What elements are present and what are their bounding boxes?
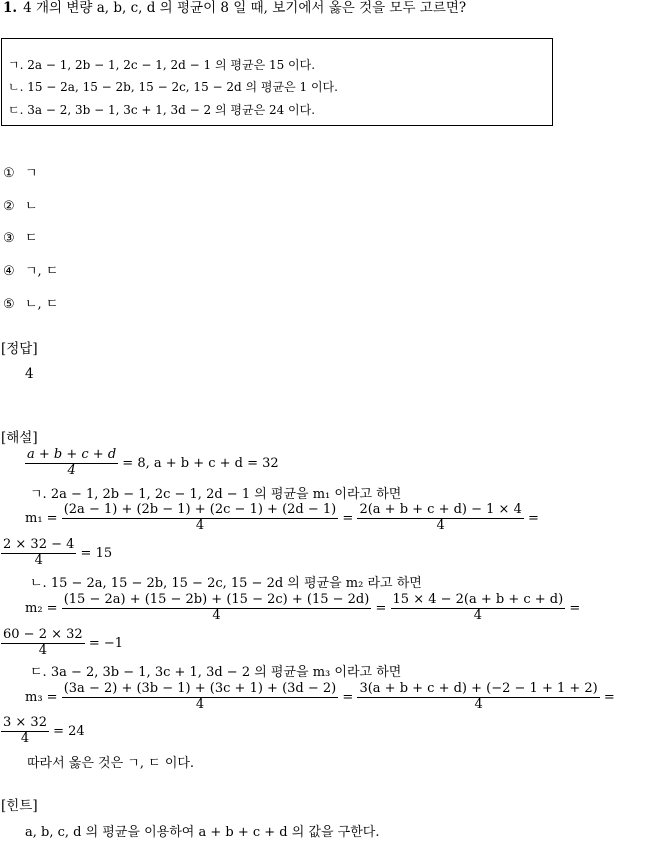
fraction: $\frac{(2a - 1) + (2b - 1) + (2c - 1) + (2d - 1)}{4}$ bbox=[63, 502, 337, 533]
fraction: $\frac{60 - 2 \times 32}{4}$ bbox=[3, 627, 83, 658]
fraction: $\frac{a + b + c + d}{4}$ bbox=[27, 447, 117, 478]
choice-5[interactable] bbox=[3, 298, 58, 311]
fraction: $\frac{2 \times 32 - 4}{4}$ bbox=[3, 537, 75, 568]
choice-number: ③ bbox=[3, 231, 15, 246]
fraction: $\frac{(3a - 2) + (3b - 1) + (3c + 1) + (3d - 2)}{4}$ bbox=[63, 681, 337, 712]
solution-d-result: $\frac{3 \times 32}{4}$ = 24 bbox=[3, 715, 85, 746]
solution-conclusion: 따라서 옳은 것은 ㄱ, ㄷ 이다. bbox=[27, 756, 195, 771]
choice-number: ① bbox=[3, 166, 15, 181]
choice-label: ㄴ bbox=[25, 199, 38, 214]
choice-label: ㄱ bbox=[25, 166, 38, 181]
answer-heading: [정답] bbox=[1, 341, 38, 357]
hint-text: a, b, c, d 의 평균을 이용하여 a + b + c + d 의 값을 구한다. bbox=[25, 825, 380, 840]
solution-heading: [해설] bbox=[1, 430, 38, 446]
fraction: $\frac{(15 - 2a) + (15 - 2b) + (15 - 2c) + (15 - 2d)}{4}$ bbox=[63, 592, 370, 623]
choice-number: ④ bbox=[3, 264, 15, 279]
solution-d-intro: ㄷ. 3a − 2, 3b − 1, 3c + 1, 3d − 2 의 평균을 m₃ 이라고 하면 bbox=[30, 665, 402, 680]
choice-label: ㄷ bbox=[25, 231, 38, 246]
fraction: $\frac{15 \times 4 - 2(a + b + c + d)}{4}$ bbox=[392, 592, 564, 623]
statement-box bbox=[1, 38, 553, 126]
statement-n: ㄴ. 15 − 2a, 15 − 2b, 15 − 2c, 15 − 2d 의 평균은 1 이다. bbox=[8, 80, 338, 94]
choice-label: ㄱ, ㄷ bbox=[25, 264, 59, 279]
choice-3[interactable] bbox=[3, 232, 38, 245]
choice-2[interactable] bbox=[3, 200, 38, 213]
solution-step-1: $\frac{a + b + c + d}{4}$ = 8, a + b + c + d = 32 bbox=[27, 447, 279, 478]
solution-d-equation: m₃ = $\frac{(3a - 2) + (3b - 1) + (3c + 1) + (3d - 2)}{4}$ = $\frac{3(a + b + c + d) + (-2 - 1 + 1 + 2)}{4}$ = bbox=[25, 681, 615, 712]
solution-n-equation: m₂ = $\frac{(15 - 2a) + (15 - 2b) + (15 - 2c) + (15 - 2d)}{4}$ = $\frac{15 \times 4 - 2(a + b + c + d)}{4}$ = bbox=[25, 592, 581, 623]
choice-number: ⑤ bbox=[3, 297, 15, 312]
choice-label: ㄴ, ㄷ bbox=[25, 297, 59, 312]
choice-number: ② bbox=[3, 199, 15, 214]
solution-g-intro: ㄱ. 2a − 1, 2b − 1, 2c − 1, 2d − 1 의 평균을 m₁ 이라고 하면 bbox=[30, 487, 402, 502]
choice-1[interactable] bbox=[3, 167, 38, 180]
solution-n-result: $\frac{60 - 2 \times 32}{4}$ = −1 bbox=[3, 627, 124, 658]
fraction: $\frac{3 \times 32}{4}$ bbox=[3, 715, 47, 746]
question-title bbox=[3, 2, 466, 16]
statement-d: ㄷ. 3a − 2, 3b − 1, 3c + 1, 3d − 2 의 평균은 24 이다. bbox=[8, 103, 316, 117]
fraction: $\frac{2(a + b + c + d) - 1 \times 4}{4}$ bbox=[359, 502, 522, 533]
choice-4[interactable] bbox=[3, 265, 58, 278]
solution-g-equation: m₁ = $\frac{(2a - 1) + (2b - 1) + (2c - 1) + (2d - 1)}{4}$ = $\frac{2(a + b + c + d) - 1 \times 4}{4}$ = bbox=[25, 502, 539, 533]
solution-g-result: $\frac{2 \times 32 - 4}{4}$ = 15 bbox=[3, 537, 113, 568]
answer-value: 4 bbox=[25, 366, 34, 382]
hint-heading: [힌트] bbox=[1, 798, 38, 814]
solution-n-intro: ㄴ. 15 − 2a, 15 − 2b, 15 − 2c, 15 − 2d 의 평균을 m₂ 라고 하면 bbox=[30, 576, 422, 591]
fraction: $\frac{3(a + b + c + d) + (-2 - 1 + 1 + 2)}{4}$ bbox=[359, 681, 598, 712]
question-number: 1. bbox=[3, 0, 18, 16]
question-text: 4 개의 변량 a, b, c, d 의 평균이 8 일 때, 보기에서 옳은 것을 모두 고르면? bbox=[23, 0, 467, 16]
statement-g: ㄱ. 2a − 1, 2b − 1, 2c − 1, 2d − 1 의 평균은 15 이다. bbox=[8, 58, 316, 72]
